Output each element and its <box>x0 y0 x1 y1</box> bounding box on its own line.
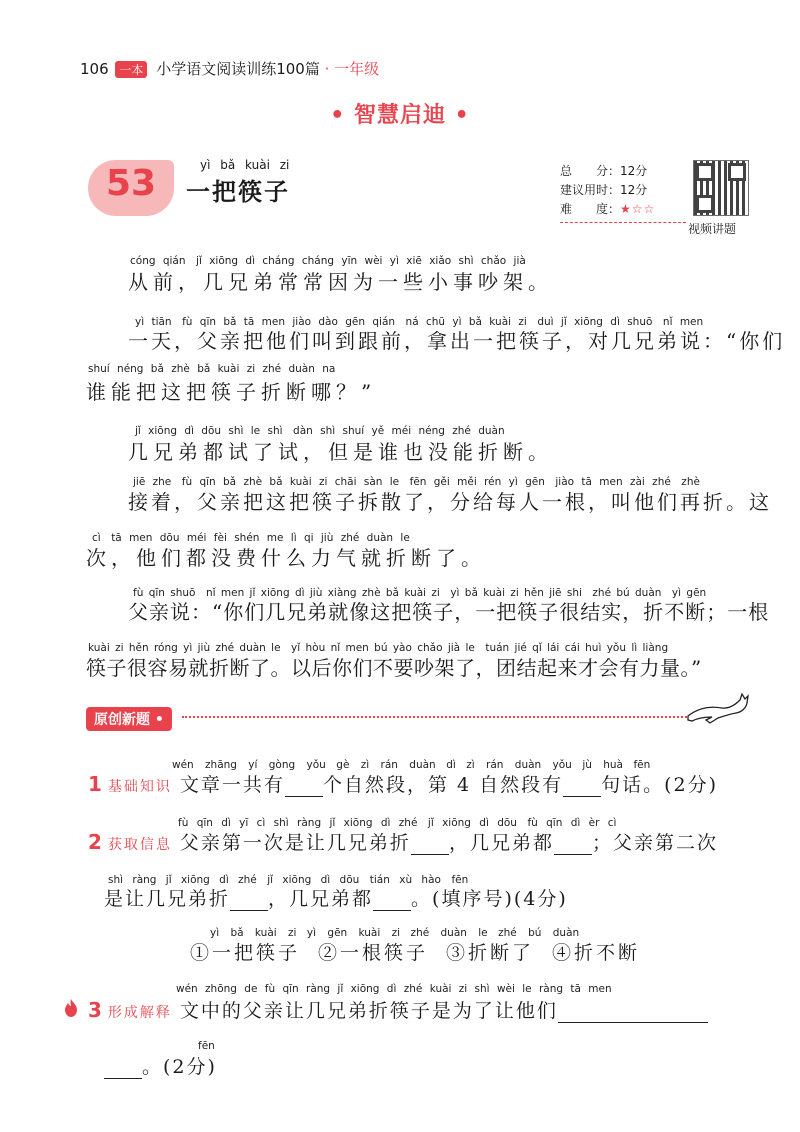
lesson-title: 一把筷子 <box>186 177 290 206</box>
qr-code-icon[interactable] <box>693 160 749 216</box>
title-pinyin: yì bǎ kuài zi <box>200 158 290 172</box>
passage-pinyin: fù qīn shuō nǐ men jǐ xiōng dì jiù xiàng zhè bǎ kuài zi yì bǎ kuài zi hěn jiē shi zhé bú duàn yì gēn <box>133 587 707 599</box>
page-header <box>80 58 379 79</box>
page-number: 106 <box>80 60 109 78</box>
q2-option-4: ④折不断 <box>552 942 641 964</box>
grade-label: · 一年级 <box>324 60 380 78</box>
suggested-time-value: 12分 <box>620 183 648 197</box>
passage-line: 几兄弟都试了试，但是谁也没能折断。 <box>128 440 553 464</box>
q1-text-c: 句话。(2分) <box>601 774 719 796</box>
q2-number: 2 <box>88 830 104 854</box>
q3-tag: 形成解释 <box>107 1005 172 1021</box>
passage-pinyin: yì tiān fù qīn bǎ tā men jiào dào gēn qián ná chū yì bǎ kuài zi duì jǐ xiōng dì shuō nǐ men <box>135 316 704 328</box>
q3-text-a: 文中的父亲让几兄弟折筷子是为了让他们 <box>179 1000 558 1022</box>
q2-blank-2[interactable] <box>554 854 592 855</box>
info-divider <box>560 222 686 223</box>
q3-blank-1[interactable] <box>558 1022 708 1023</box>
total-score-label: 总 分： <box>560 164 621 178</box>
section-divider <box>182 716 687 718</box>
q2-pinyin-2: shì ràng jǐ xiōng dì zhé jǐ xiōng dì dōu tián xù hào fēn <box>108 874 469 886</box>
qr-label: 视频讲题 <box>688 222 737 236</box>
q2-text-b: ，几兄弟都 <box>448 832 554 854</box>
q1-tag: 基础知识 <box>107 779 172 795</box>
passage-pinyin: cì tā men dōu méi fèi shén me lì qi jiù zhé duàn le <box>92 532 410 544</box>
q2-option-1: ①一把筷子 <box>190 942 301 964</box>
q1-text-a: 文章一共有 <box>179 774 285 796</box>
passage-line: 接着，父亲把这把筷子拆散了，分给每人一根，叫他们再折。这 <box>128 490 772 514</box>
q1-text-b: 个自然段，第 4 自然段有 <box>322 774 564 796</box>
passage-line: 一天，父亲把他们叫到跟前，拿出一把筷子，对几兄弟说：“你们 <box>128 329 786 353</box>
difficulty-stars: ★☆☆ <box>620 202 656 216</box>
passage-pinyin: jǐ xiōng dì dōu shì le shì dàn shì shuí yě méi néng zhé duàn <box>135 425 505 437</box>
q2-blank-1[interactable] <box>411 854 449 855</box>
q1-number: 1 <box>88 772 104 796</box>
q2-text-a: 父亲第一次是让几兄弟折 <box>179 832 411 854</box>
passage-pinyin: cóng qián jǐ xiōng dì cháng cháng yīn wèi yì xiē xiǎo shì chǎo jià <box>130 255 526 267</box>
lesson-number: 53 <box>105 163 157 204</box>
q2-text-c: ；父亲第二次 <box>591 832 718 854</box>
q2-text-e: ，几兄弟都 <box>268 888 374 910</box>
suggested-time-label: 建议用时： <box>560 183 621 197</box>
passage-line: 谁能把这把筷子折断哪？” <box>86 380 377 404</box>
q3-text-b: 。(2分) <box>142 1056 217 1078</box>
q1-pinyin: wén zhāng yí gòng yǒu gè zì rán duàn dì zì rán duàn yǒu jù huà fēn <box>172 759 651 771</box>
q2-tag: 获取信息 <box>107 837 172 853</box>
passage-line: 次，他们都没费什么力气就折断了。 <box>86 546 486 570</box>
q2-options-pinyin: yì bǎ kuài zi yì gēn kuài zi zhé duàn le zhé bú duàn <box>210 927 580 939</box>
q3-pinyin-1: wén zhōng de fù qīn ràng jǐ xiōng dì zhé kuài zi shì wèi le ràng tā men <box>176 983 612 995</box>
q1-blank-2[interactable] <box>563 796 601 797</box>
score-info-box <box>560 162 655 219</box>
q2-blank-4[interactable] <box>373 910 411 911</box>
q2-options <box>190 938 640 965</box>
passage-line: 筷子很容易就折断了。以后你们不要吵架了，团结起来才会有力量。” <box>86 656 702 680</box>
q3-pinyin-2: fēn <box>198 1040 215 1052</box>
passage-pinyin: kuài zi hěn róng yì jiù zhé duàn le yǐ hòu nǐ men bú yào chǎo jià le tuán jié qǐ lái cái huì yǒu lì liàng <box>88 642 669 654</box>
section-label: 原创新题 • <box>86 707 172 731</box>
q2-text-d: 是让几兄弟折 <box>104 888 231 910</box>
q2-option-3: ③折断了 <box>446 942 535 964</box>
question-2-cont <box>104 884 568 911</box>
q2-text-f: 。(填序号)(4分) <box>411 888 568 910</box>
passage-pinyin: jiē zhe fù qīn bǎ zhè bǎ kuài zi chāi sàn le fēn gěi měi rén yì gēn jiào tā men zài zhé zhè <box>133 476 700 488</box>
q2-option-2: ②一根筷子 <box>318 942 429 964</box>
q3-blank-2[interactable] <box>104 1078 142 1079</box>
passage-pinyin: shuí néng bǎ zhè bǎ kuài zi zhé duàn na <box>88 363 336 375</box>
difficulty-label: 难 度： <box>560 202 621 216</box>
question-2 <box>88 828 718 855</box>
running-cat-icon <box>684 690 754 726</box>
passage-line: 从前，几兄弟常常因为一些小事吵架。 <box>128 270 553 294</box>
q1-blank-1[interactable] <box>285 796 323 797</box>
total-score-value: 12分 <box>620 164 648 178</box>
q2-blank-3[interactable] <box>230 910 268 911</box>
q3-number: 3 <box>88 998 104 1022</box>
question-1 <box>88 770 718 797</box>
q2-pinyin-1: fù qīn dì yī cì shì ràng jǐ xiōng dì zhé jǐ xiōng dì dōu fù qīn dì èr cì <box>178 817 617 829</box>
section-banner: • 智慧启迪 • <box>330 103 470 128</box>
book-title: 小学语文阅读训练100篇 <box>156 60 320 78</box>
question-3 <box>88 996 708 1023</box>
question-3-cont <box>104 1052 217 1079</box>
flame-icon <box>64 999 78 1017</box>
series-badge: 一本 <box>115 61 147 78</box>
passage-line: 父亲说：“你们几兄弟就像这把筷子，一把筷子很结实，折不断；一根 <box>128 600 770 624</box>
